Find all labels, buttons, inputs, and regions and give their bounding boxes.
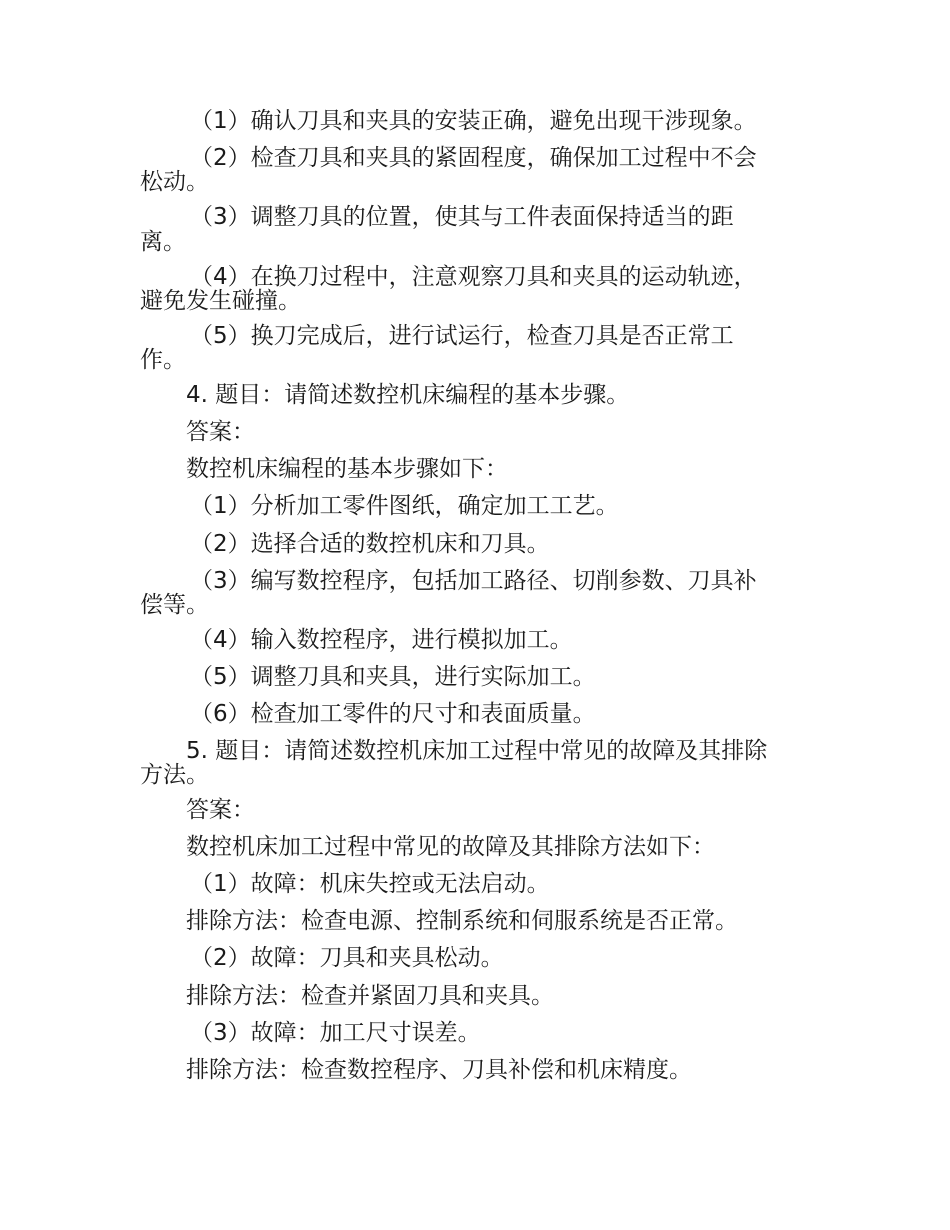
text-line: （6）检查加工零件的尺寸和表面质量。 xyxy=(190,701,596,727)
text-line: 偿等。 xyxy=(140,592,209,618)
text-line: 方法。 xyxy=(140,762,209,788)
text-line: 松动。 xyxy=(140,169,209,195)
text-line: 作。 xyxy=(140,347,186,373)
text-line: （3）调整刀具的位置，使其与工件表面保持适当的距 xyxy=(190,204,734,230)
text-line: 数控机床编程的基本步骤如下： xyxy=(186,456,508,482)
answer-label: 答案： xyxy=(186,419,255,445)
text-line: 避免发生碰撞。 xyxy=(140,288,301,314)
text-line: （1）故障：机床失控或无法启动。 xyxy=(190,871,550,897)
question-title: 4. 题目：请简述数控机床编程的基本步骤。 xyxy=(186,382,630,408)
text-line: 排除方法：检查并紧固刀具和夹具。 xyxy=(186,983,554,1009)
text-line: （1）分析加工零件图纸，确定加工工艺。 xyxy=(190,493,619,519)
text-line: 数控机床加工过程中常见的故障及其排除方法如下： xyxy=(186,834,715,860)
text-line: （5）调整刀具和夹具，进行实际加工。 xyxy=(190,664,596,690)
text-line: （4）输入数控程序，进行模拟加工。 xyxy=(190,627,573,653)
question-title: 5. 题目：请简述数控机床加工过程中常见的故障及其排除 xyxy=(186,738,768,764)
text-line: 排除方法：检查数控程序、刀具补偿和机床精度。 xyxy=(186,1057,692,1083)
text-line: （5）换刀完成后，进行试运行，检查刀具是否正常工 xyxy=(190,323,734,349)
text-line: （3）故障：加工尺寸误差。 xyxy=(190,1020,481,1046)
answer-label: 答案： xyxy=(186,797,255,823)
text-line: （2）检查刀具和夹具的紧固程度，确保加工过程中不会 xyxy=(190,145,757,171)
text-line: （1）确认刀具和夹具的安装正确，避免出现干涉现象。 xyxy=(190,108,757,134)
text-line: 排除方法：检查电源、控制系统和伺服系统是否正常。 xyxy=(186,908,738,934)
text-line: （2）选择合适的数控机床和刀具。 xyxy=(190,531,550,557)
text-line: 离。 xyxy=(140,229,186,255)
text-line: （3）编写数控程序，包括加工路径、切削参数、刀具补 xyxy=(190,568,757,594)
text-line: （4）在换刀过程中，注意观察刀具和夹具的运动轨迹， xyxy=(190,264,757,290)
text-line: （2）故障：刀具和夹具松动。 xyxy=(190,945,504,971)
